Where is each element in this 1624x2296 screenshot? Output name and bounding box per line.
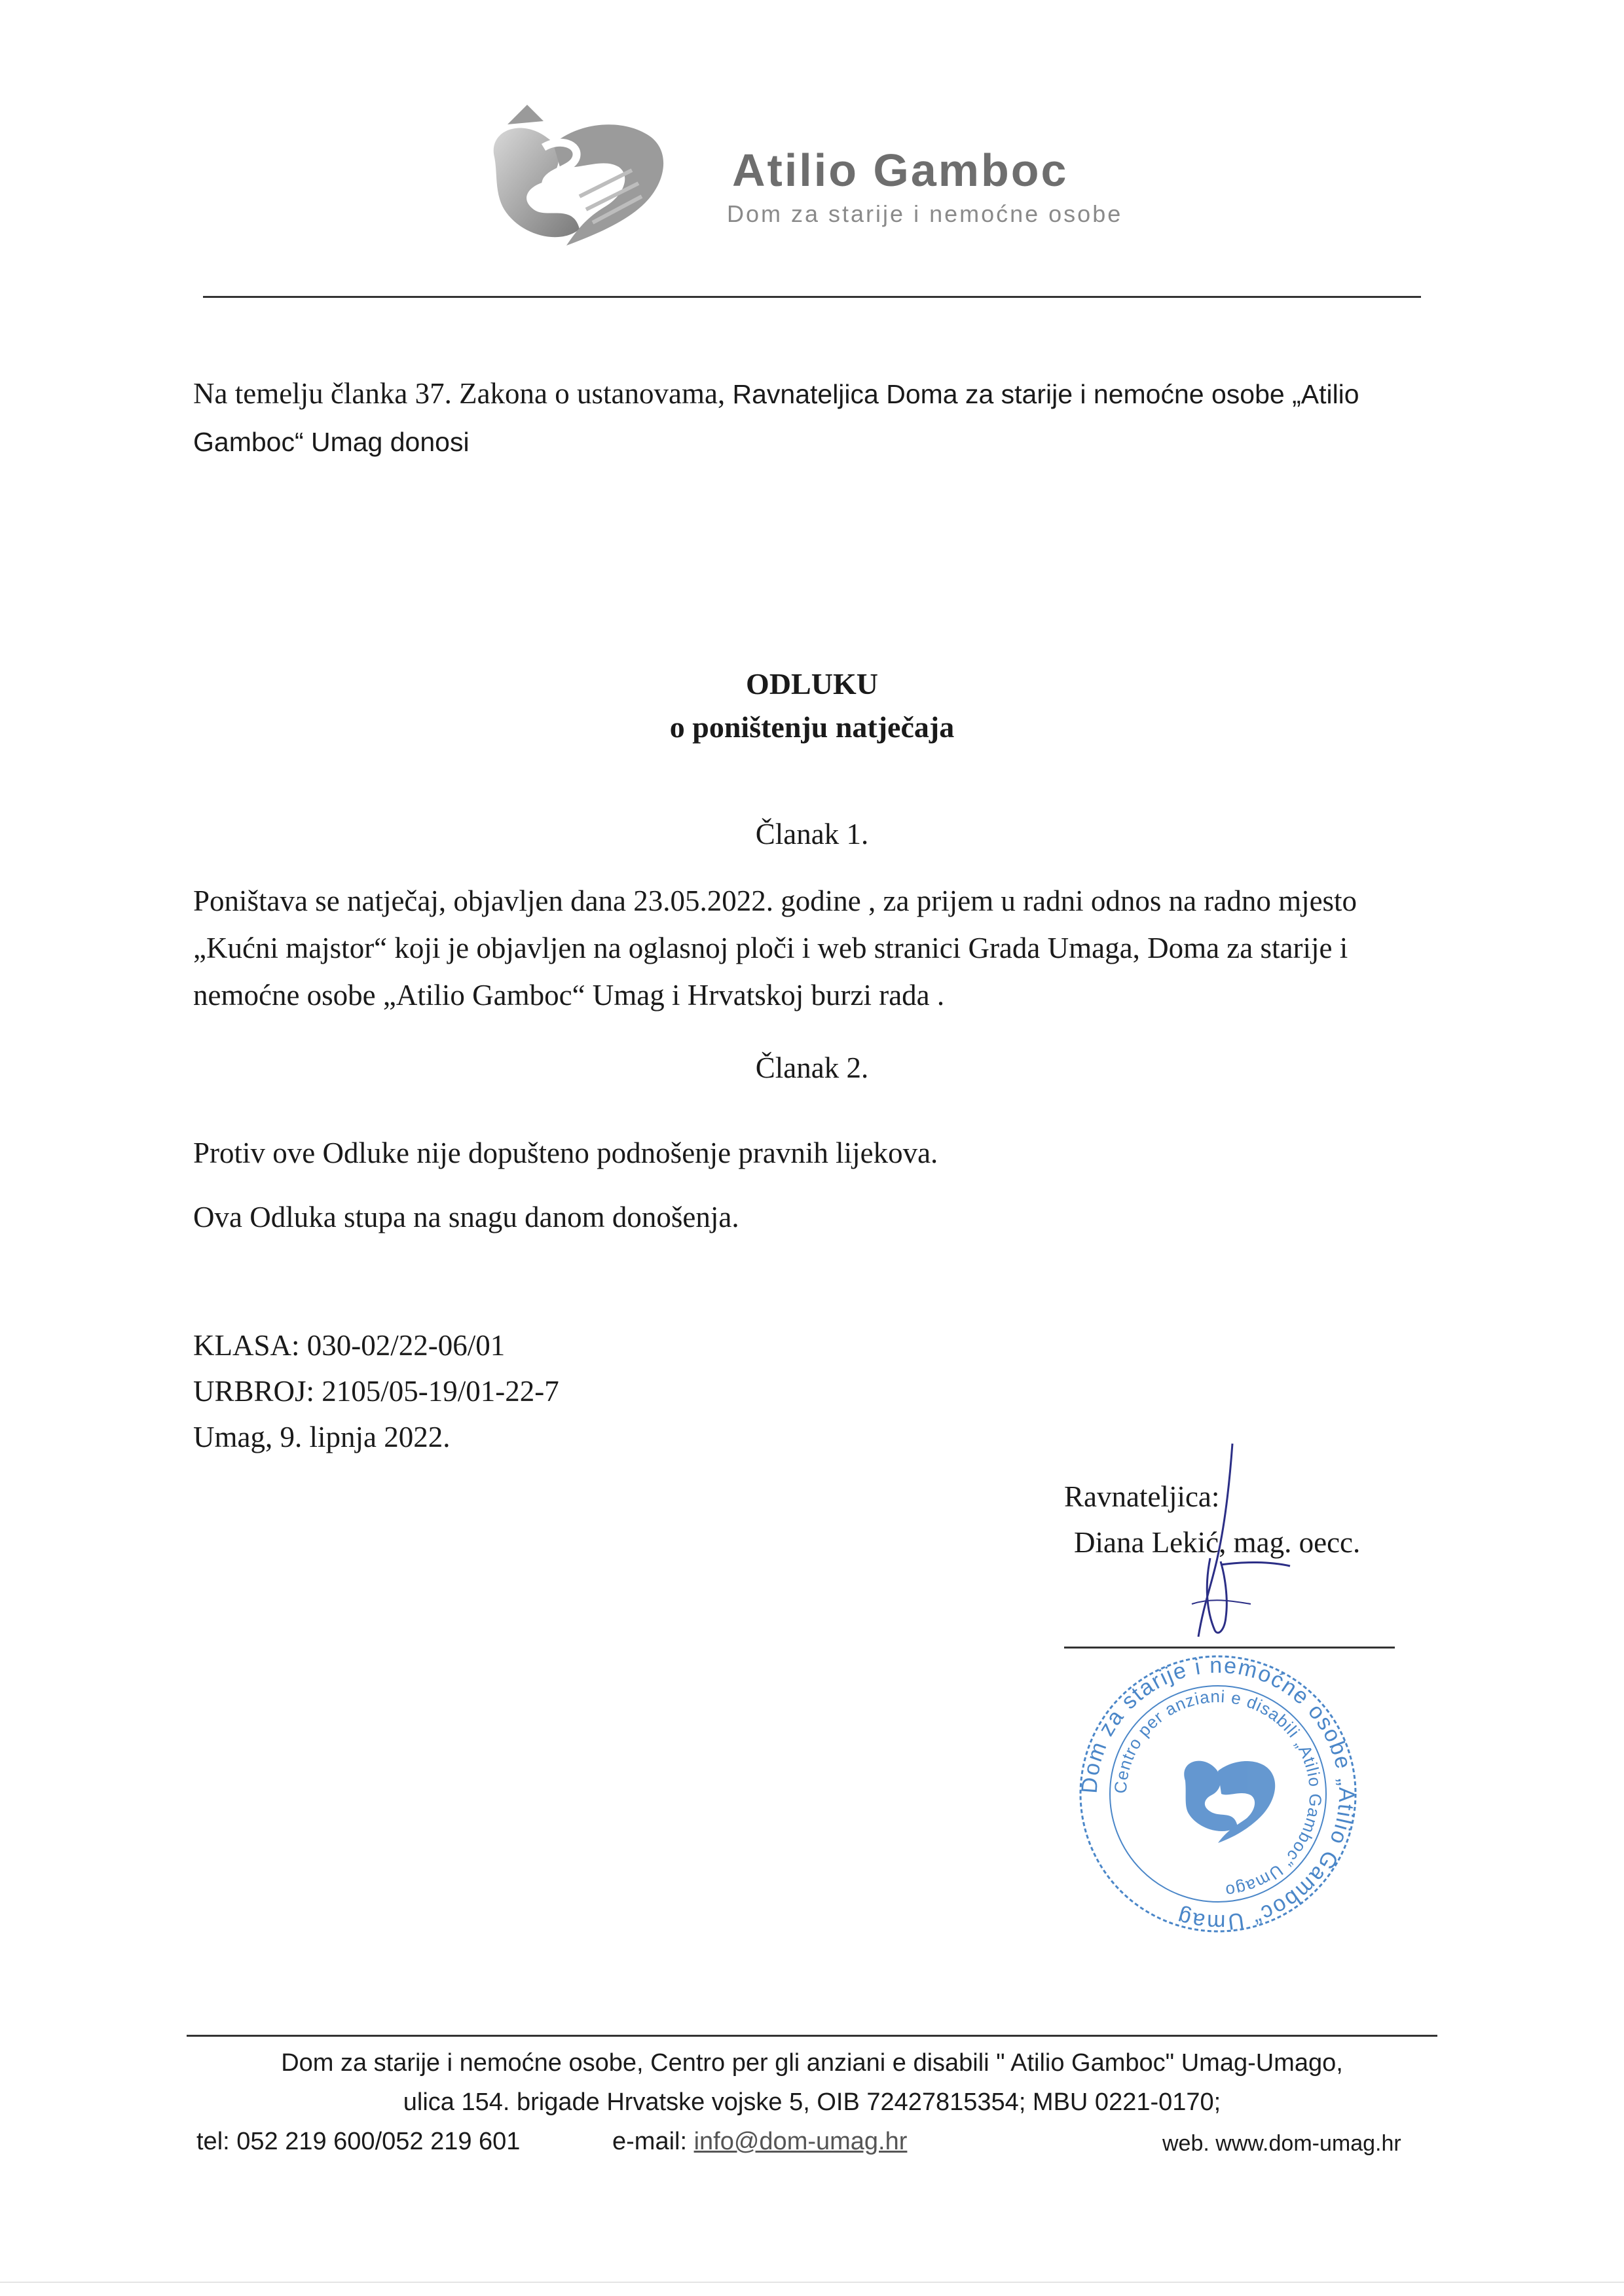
footer-web: web. www.dom-umag.hr [1162,2131,1401,2156]
header-divider [203,296,1421,298]
footer-email-label: e-mail: [612,2128,694,2155]
intro-part2: Ravnateljica Doma za starije i nemoćne osobe „Atilio [732,379,1359,409]
footer-email-block [612,2128,907,2156]
logo-heart-hands-icon [481,98,668,249]
intro-paragraph [193,370,1437,465]
svg-text:Centro per anziani e disabili [1111,1686,1326,1901]
klasa: KLASA: 030-02/22-06/01 [193,1329,506,1362]
stamp-outer-text: Dom za starije i nemoćne osobe „Atilio Gamboc“ Umag [1077,1652,1359,1935]
signature-name: Diana Lekić, mag. oecc. [1074,1526,1361,1559]
footer-line1: Dom za starije i nemoćne osobe, Centro per gli anziani e disabili " Atilio Gamboc" Umag-Umago, [281,2049,1343,2077]
page-bottom-rule [0,2282,1624,2283]
intro-part1: Na temelju članka 37. Zakona o ustanovama, [193,377,733,410]
title-line2: o poništenju natječaja [669,710,955,744]
place-date: Umag, 9. lipnja 2022. [193,1421,451,1453]
article2-heading: Članak 2. [755,1051,869,1084]
handwritten-signature-icon [1153,1440,1310,1643]
reference-block [193,1322,559,1460]
org-subtitle: Dom za starije i nemoćne osobe [727,200,1123,227]
footer-tel: tel: 052 219 600/052 219 601 [196,2128,521,2155]
footer-line2: ulica 154. brigade Hrvatske vojske 5, OIB 72427815354; MBU 0221-0170; [403,2088,1221,2116]
article1-text: Poništava se natječaj, objavljen dana 23.05.2022. godine , za prijem u radni odnos na radno mjesto „Kućni majstor“ koji je objavljen na oglasnoj ploči i web stranici Grada Umaga, Doma za starije i nemoćne osobe „Atilio Gamboc“ Umag i Hrvatskoj burzi rada . [193,884,1357,1011]
footer-divider [187,2035,1437,2037]
article2-text1: Protiv ove Odluke nije dopušteno podnošenje pravnih lijekova. [193,1137,938,1169]
urbroj: URBROJ: 2105/05-19/01-22-7 [193,1375,559,1408]
article1-heading: Članak 1. [755,818,869,850]
org-name: Atilio Gamboc [732,145,1069,196]
footer-email-link[interactable]: info@dom-umag.hr [693,2128,908,2155]
intro-part3: Gamboc“ Umag donosi [193,427,470,457]
signature-role: Ravnateljica: [1064,1480,1220,1513]
document-title [0,663,1624,749]
signature-line [1064,1647,1395,1649]
official-stamp-icon [1074,1650,1362,1938]
title-line1: ODLUKU [746,667,878,701]
stamp-inner-text: Centro per anziani e disabili „Atilio Gamboc“ Umago [1110,1686,1326,1901]
article2-text2: Ova Odluka stupa na snagu danom donošenja. [193,1201,739,1233]
